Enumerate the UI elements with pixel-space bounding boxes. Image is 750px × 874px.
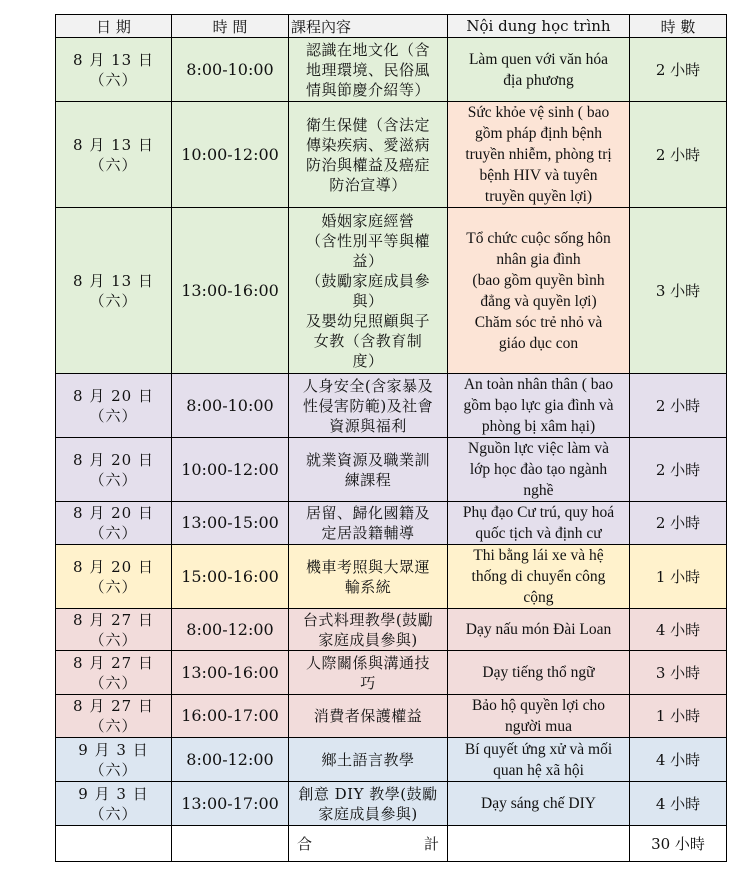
date-text: 8 月 27 日 — [73, 697, 154, 715]
date-cell — [56, 651, 172, 695]
time-text: 13:00-16:00 — [181, 662, 279, 682]
table-row — [56, 38, 727, 102]
date-text: 8 月 20 日 — [73, 450, 154, 469]
weekday-text: （六） — [89, 630, 138, 649]
time-cell — [172, 374, 289, 438]
course-vi-line: Tổ chức cuộc sống hôn — [466, 229, 611, 247]
course-zh-cell — [289, 545, 448, 609]
course-zh-line: 台式料理教學(鼓勵 — [302, 610, 434, 629]
date-cell — [56, 545, 172, 609]
weekday-text: （六） — [89, 155, 138, 174]
course-zh-cell — [289, 374, 448, 438]
course-zh-cell — [289, 609, 448, 651]
course-vi-line: thống di chuyển công — [471, 568, 606, 585]
date-text: 9 月 3 日 — [78, 784, 149, 803]
course-vi-line: cộng — [523, 589, 554, 606]
weekday-text: （六） — [89, 291, 138, 310]
table-row — [56, 695, 727, 738]
course-zh-cell — [289, 695, 448, 738]
hours-text: 4 小時 — [655, 794, 701, 813]
date-text: 8 月 13 日 — [73, 50, 154, 69]
date-cell — [56, 374, 172, 438]
hours-text: 4 小時 — [655, 750, 701, 769]
weekday-text: （六） — [89, 577, 138, 596]
header-row — [56, 15, 727, 38]
hours-text: 3 小時 — [655, 281, 701, 300]
course-zh-line: 創意 DIY 教學(鼓勵 — [298, 784, 438, 803]
course-vi-line: Làm quen với văn hóa — [468, 50, 609, 68]
course-zh-line: 人身安全(含家暴及 — [302, 376, 434, 395]
course-vi-cell — [448, 502, 630, 545]
course-zh-line: 定居設籍輔導 — [321, 524, 415, 542]
header-time: 時 間 — [172, 15, 289, 38]
time-cell — [172, 545, 289, 609]
weekday-text: （六） — [89, 524, 138, 542]
time-text: 13:00-15:00 — [181, 513, 279, 532]
course-zh-line: 就業資源及職業訓 — [305, 450, 430, 469]
course-vi-line: truyền quyền lợi) — [484, 188, 593, 205]
course-zh-line: 性侵害防範)及社會 — [302, 396, 434, 415]
date-cell — [56, 102, 172, 208]
course-vi-line: phòng bị xâm hại) — [481, 418, 596, 435]
course-zh-line: 防治宣導） — [329, 175, 407, 194]
course-zh-line: 輸系統 — [344, 577, 392, 596]
hours-cell — [630, 782, 727, 826]
course-vi-line: giáo dục con — [498, 334, 579, 352]
table-row — [56, 782, 727, 826]
date-text: 8 月 20 日 — [73, 386, 154, 405]
header-hours: 時 數 — [630, 15, 727, 38]
schedule-table — [55, 14, 727, 862]
hours-text: 2 小時 — [655, 396, 701, 415]
table-row — [56, 738, 727, 782]
course-zh-line: 傳染疾病、愛滋病 — [305, 135, 430, 154]
course-vi-cell — [448, 651, 630, 695]
table-body — [56, 38, 727, 826]
time-text: 13:00-16:00 — [181, 280, 279, 300]
course-zh-cell — [289, 38, 448, 102]
time-text: 16:00-17:00 — [181, 706, 279, 725]
course-vi-cell — [448, 438, 630, 502]
time-text: 8:00-12:00 — [186, 749, 274, 769]
date-cell — [56, 502, 172, 545]
time-cell — [172, 609, 289, 651]
course-vi-line: Bảo hộ quyền lợi cho — [471, 697, 606, 714]
course-zh-line: 益） — [352, 251, 384, 270]
date-cell — [56, 38, 172, 102]
hours-cell — [630, 545, 727, 609]
header-course-zh: 課程內容 — [289, 15, 448, 38]
course-vi-cell — [448, 374, 630, 438]
course-zh-line: 家庭成員參與) — [318, 804, 418, 823]
weekday-text: （六） — [89, 406, 138, 425]
header-date: 日 期 — [56, 15, 172, 38]
total-label-left: 合 — [297, 834, 313, 853]
course-zh-line: 衛生保健（含法定 — [305, 115, 430, 134]
course-vi-cell — [448, 102, 630, 208]
total-label — [289, 826, 448, 862]
hours-text: 2 小時 — [655, 60, 701, 79]
hours-text: 1 小時 — [655, 707, 701, 725]
course-vi-line: Dạy sáng chế DIY — [481, 795, 596, 812]
course-zh-line: 鄉土語言教學 — [321, 750, 415, 769]
weekday-text: （六） — [89, 804, 138, 823]
date-cell — [56, 695, 172, 738]
total-blank-3 — [448, 826, 630, 862]
date-cell — [56, 609, 172, 651]
course-zh-line: 與） — [352, 291, 384, 310]
total-blank-2 — [172, 826, 289, 862]
course-vi-line: quốc tịch và định cư — [475, 525, 602, 542]
course-zh-line: 居留、歸化國籍及 — [305, 504, 430, 522]
date-text: 8 月 20 日 — [73, 504, 154, 522]
course-vi-cell — [448, 609, 630, 651]
course-vi-line: đẳng và quyền lợi) — [480, 292, 597, 310]
weekday-text: （六） — [89, 760, 138, 779]
course-vi-line: Chăm sóc trẻ nhỏ và — [474, 313, 603, 331]
date-text: 8 月 13 日 — [73, 135, 154, 154]
course-vi-line: Thi bằng lái xe và hệ — [473, 547, 604, 564]
course-zh-cell — [289, 651, 448, 695]
course-zh-line: 及嬰幼兒照顧與子 — [305, 311, 430, 330]
course-vi-cell — [448, 208, 630, 374]
course-zh-cell — [289, 438, 448, 502]
time-cell — [172, 502, 289, 545]
date-text: 8 月 27 日 — [73, 653, 154, 672]
course-zh-line: 防治與權益及癌症 — [305, 155, 430, 174]
course-zh-line: 認識在地文化（含 — [305, 40, 430, 59]
hours-cell — [630, 438, 727, 502]
table-row — [56, 609, 727, 651]
date-text: 8 月 27 日 — [73, 610, 154, 629]
course-zh-line: 資源與福利 — [329, 416, 407, 435]
hours-text: 1 小時 — [655, 567, 701, 586]
course-zh-line: 情與節慶介紹等） — [305, 80, 430, 99]
course-zh-line: 消費者保護權益 — [313, 707, 423, 725]
course-vi-line: nhân gia đình — [496, 250, 581, 268]
course-zh-cell — [289, 102, 448, 208]
course-vi-line: Nguồn lực việc làm và — [468, 440, 609, 457]
hours-cell — [630, 374, 727, 438]
time-cell — [172, 695, 289, 738]
course-zh-line: 度） — [352, 351, 384, 370]
hours-cell — [630, 651, 727, 695]
total-hours: 30 小時 — [630, 826, 727, 862]
table-row — [56, 438, 727, 502]
hours-cell — [630, 609, 727, 651]
course-vi-line: bệnh HIV và tuyên — [479, 167, 598, 184]
course-vi-line: nghề — [523, 482, 554, 499]
header-course-vi: Nội dung học trình — [448, 15, 630, 38]
course-vi-line: (bao gồm quyền bình — [472, 271, 605, 289]
table-row — [56, 102, 727, 208]
hours-cell — [630, 102, 727, 208]
course-vi-cell — [448, 782, 630, 826]
time-text: 8:00-10:00 — [186, 395, 274, 415]
course-vi-line: người mua — [505, 718, 572, 735]
course-vi-line: Dạy nấu món Đài Loan — [465, 621, 612, 638]
hours-text: 2 小時 — [655, 460, 701, 479]
weekday-text: （六） — [89, 717, 138, 735]
course-zh-line: 機車考照與大眾運 — [305, 557, 430, 576]
course-vi-line: quan hệ xã hội — [493, 761, 584, 779]
table-row — [56, 651, 727, 695]
course-zh-cell — [289, 738, 448, 782]
course-zh-line: （鼓勵家庭成員參 — [305, 271, 430, 290]
course-vi-cell — [448, 38, 630, 102]
course-zh-line: 地理環境、民俗風 — [305, 60, 430, 79]
time-cell — [172, 782, 289, 826]
time-text: 10:00-12:00 — [181, 459, 279, 479]
date-cell — [56, 738, 172, 782]
time-cell — [172, 102, 289, 208]
hours-cell — [630, 738, 727, 782]
time-cell — [172, 208, 289, 374]
date-cell — [56, 438, 172, 502]
course-zh-line: 婚姻家庭經營 — [321, 211, 415, 230]
hours-cell — [630, 208, 727, 374]
hours-text: 3 小時 — [655, 663, 701, 682]
course-zh-line: 家庭成員參與) — [318, 630, 418, 649]
course-vi-line: Phụ đạo Cư trú, quy hoá — [462, 504, 615, 521]
course-vi-line: lớp học đào tạo ngành — [469, 461, 608, 478]
course-vi-cell — [448, 545, 630, 609]
time-cell — [172, 438, 289, 502]
date-text: 8 月 20 日 — [73, 557, 154, 576]
table-row — [56, 545, 727, 609]
course-vi-line: gồm pháp định bệnh — [475, 125, 602, 142]
table-row — [56, 374, 727, 438]
hours-cell — [630, 502, 727, 545]
course-zh-cell — [289, 782, 448, 826]
course-vi-line: Bí quyết ứng xử và mối — [464, 740, 613, 758]
course-zh-cell — [289, 208, 448, 374]
time-cell — [172, 38, 289, 102]
time-text: 8:00-10:00 — [186, 59, 274, 79]
date-text: 8 月 13 日 — [73, 271, 154, 290]
course-vi-cell — [448, 738, 630, 782]
course-zh-line: 人際關係與溝通技 — [305, 653, 430, 672]
course-zh-cell — [289, 502, 448, 545]
table-row — [56, 502, 727, 545]
date-cell — [56, 208, 172, 374]
time-text: 13:00-17:00 — [181, 793, 279, 813]
table-row — [56, 208, 727, 374]
date-text: 9 月 3 日 — [78, 740, 149, 759]
time-text: 8:00-12:00 — [186, 619, 274, 639]
course-vi-line: Sức khỏe vệ sinh ( bao — [467, 104, 610, 121]
time-cell — [172, 651, 289, 695]
date-cell — [56, 782, 172, 826]
weekday-text: （六） — [89, 70, 138, 89]
hours-cell — [630, 695, 727, 738]
time-text: 15:00-16:00 — [181, 566, 279, 586]
course-vi-line: Dạy tiếng thổ ngữ — [482, 664, 595, 681]
course-vi-line: truyền nhiễm, phòng trị — [465, 146, 612, 163]
course-zh-line: （含性別平等與權 — [305, 231, 430, 250]
time-cell — [172, 738, 289, 782]
time-text: 10:00-12:00 — [181, 144, 279, 164]
course-vi-line: gồm bạo lực gia đình và — [463, 397, 614, 414]
course-vi-cell — [448, 695, 630, 738]
course-vi-line: An toàn nhân thân ( bao — [463, 376, 614, 393]
hours-cell — [630, 38, 727, 102]
course-zh-line: 巧 — [360, 673, 376, 692]
course-zh-line: 練課程 — [344, 470, 392, 489]
course-vi-line: địa phương — [503, 71, 574, 89]
weekday-text: （六） — [89, 470, 138, 489]
weekday-text: （六） — [89, 673, 138, 692]
hours-text: 2 小時 — [655, 145, 701, 164]
hours-text: 4 小時 — [655, 620, 701, 639]
total-label-right: 計 — [423, 834, 439, 853]
total-row — [56, 826, 727, 862]
hours-text: 2 小時 — [655, 514, 701, 532]
total-blank-1 — [56, 826, 172, 862]
course-zh-line: 女教（含教育制 — [313, 331, 423, 350]
